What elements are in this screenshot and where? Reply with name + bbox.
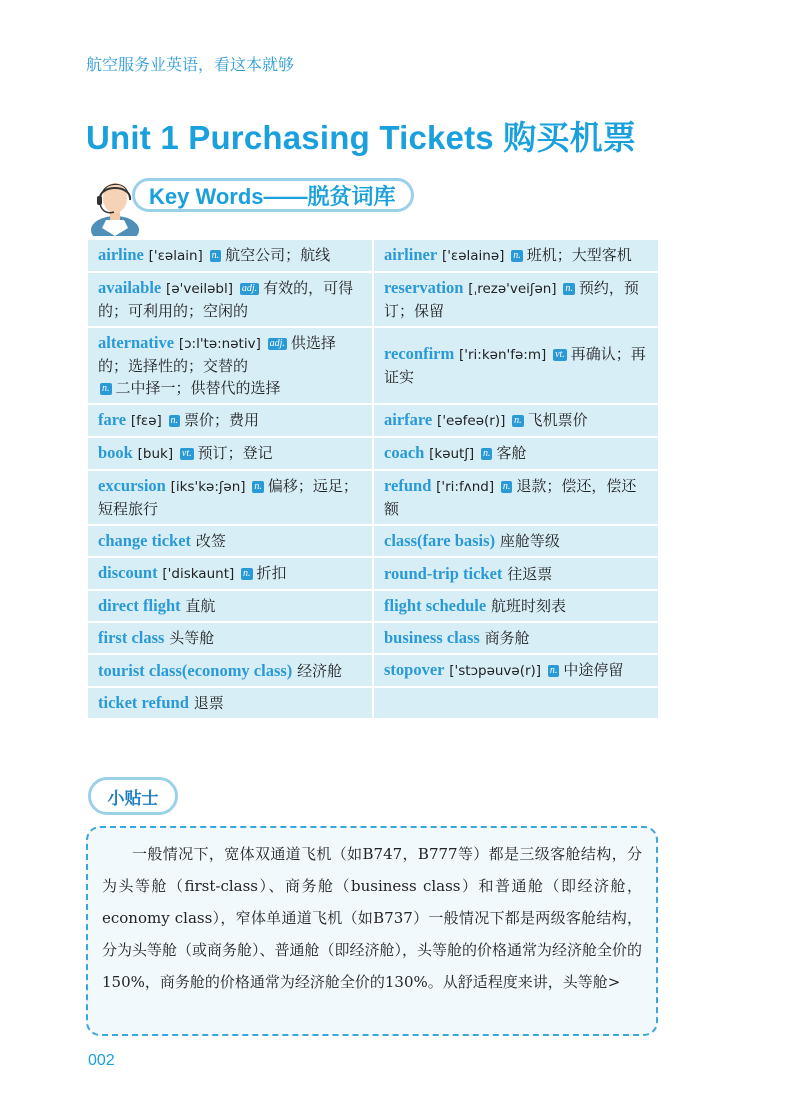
vocab-definition: 退款；偿还，偿还额 — [384, 477, 637, 518]
vocabulary-cell — [374, 405, 658, 438]
vocab-definition: 往返票 — [507, 564, 553, 583]
vocab-definition: 航空公司；航线 — [225, 246, 331, 264]
vocab-definition: 商务舱 — [484, 629, 530, 647]
vocab-term: book — [98, 443, 133, 462]
vocab-term: fare — [98, 410, 127, 429]
vocabulary-cell — [88, 526, 374, 558]
vocab-phonetic: [iks'kə:ʃən] — [170, 479, 246, 495]
part-of-speech-badge: adj. — [241, 283, 258, 294]
vocabulary-row — [88, 558, 658, 591]
vocab-definition: 供选择的；选择性的；交替的 — [98, 334, 336, 375]
vocab-term: reconfirm — [384, 344, 455, 363]
part-of-speech-badge: vt. — [555, 349, 565, 360]
vocabulary-row — [88, 240, 658, 273]
vocab-term: coach — [384, 443, 425, 462]
vocab-phonetic: ['stɔpəuvə(r)] — [449, 663, 542, 679]
vocab-phonetic: [fɛə] — [130, 413, 162, 429]
vocab-phonetic: ['ri:fʌnd] — [436, 479, 495, 495]
vocabulary-cell — [88, 438, 374, 471]
vocabulary-row — [88, 623, 658, 655]
part-of-speech-badge: adj. — [269, 338, 285, 349]
vocab-phonetic: [kəutʃ] — [429, 446, 475, 462]
vocabulary-cell — [88, 405, 374, 438]
vocabulary-cell — [374, 623, 658, 655]
vocabulary-cell — [374, 328, 658, 405]
vocab-term: excursion — [98, 476, 166, 495]
vocabulary-row — [88, 688, 658, 720]
vocab-term: stopover — [384, 660, 445, 679]
tips-box — [86, 826, 658, 1036]
vocab-term: first class — [98, 628, 165, 647]
key-words-banner — [88, 170, 418, 236]
part-of-speech-badge: n. — [243, 568, 251, 579]
vocab-term: business class — [384, 628, 480, 647]
vocab-definition: 飞机票价 — [527, 411, 588, 429]
part-of-speech-badge: n. — [211, 250, 220, 261]
vocab-definition: 再确认；再证实 — [384, 345, 646, 386]
vocabulary-cell — [374, 471, 658, 526]
vocabulary-cell — [374, 558, 658, 591]
vocab-phonetic: [ˌrezə'veiʃən] — [468, 281, 557, 297]
vocab-term: round-trip ticket — [384, 563, 503, 583]
vocab-definition: 改签 — [195, 532, 226, 550]
vocab-term: reservation — [384, 278, 464, 297]
part-of-speech-badge: n. — [482, 448, 491, 459]
vocab-term: tourist class(economy class) — [98, 660, 293, 680]
vocabulary-row — [88, 655, 658, 688]
vocab-term: direct flight — [98, 596, 181, 615]
vocab-term: airline — [98, 245, 144, 264]
vocab-definition: 票价；费用 — [184, 411, 260, 429]
page-number: 002 — [88, 1052, 115, 1069]
vocabulary-cell — [374, 240, 658, 273]
vocabulary-cell — [374, 273, 658, 328]
vocabulary-cell — [374, 688, 658, 720]
vocabulary-row — [88, 471, 658, 526]
vocab-term: flight schedule — [384, 596, 487, 615]
vocabulary-cell — [88, 240, 374, 273]
vocab-term: discount — [98, 563, 158, 582]
unit-title: Unit 1 Purchasing Tickets 购买机票 — [86, 119, 637, 156]
vocab-term: alternative — [98, 333, 175, 352]
vocabulary-cell — [374, 655, 658, 688]
vocabulary-cell — [88, 471, 374, 526]
vocab-term: class(fare basis) — [384, 531, 496, 550]
vocab-phonetic: [buk] — [137, 446, 174, 462]
part-of-speech-badge: n. — [513, 250, 521, 261]
vocabulary-row — [88, 273, 658, 328]
part-of-speech-badge: n. — [565, 283, 573, 294]
vocab-definition: 经济舱 — [297, 661, 343, 680]
tips-text: 一般情况下，宽体双通道飞机（如B747，B777等）都是三级客舱结构，分为头等舱（first-class）、商务舱（business class）和普通舱（即经济舱，economy class），窄体单通道飞机（如B737）一般情况下都是两级客舱结构，分为头等舱（或商务舱）、普通舱（即经济舱），头等舱的价格通常为经济舱全价的150%，商务舱的价格通常为经济舱全价的130%。从舒适程度来讲，头等舱> — [102, 845, 643, 991]
vocab-term: change ticket — [98, 531, 192, 550]
part-of-speech-badge: n. — [549, 665, 558, 676]
key-words-title: Key Words——脱贫词库 — [132, 178, 414, 212]
vocab-term: airfare — [384, 410, 433, 429]
vocab-definition: 预约，预订；保留 — [384, 279, 639, 320]
tips-label: 小贴士 — [88, 777, 178, 815]
vocab-definition: 班机；大型客机 — [526, 246, 632, 264]
vocabulary-row — [88, 591, 658, 623]
part-of-speech-badge: n. — [102, 383, 110, 394]
vocab-phonetic: ['ɛəlainə] — [441, 248, 505, 264]
vocabulary-cell — [88, 558, 374, 591]
vocab-phonetic: ['eəfeə(r)] — [437, 413, 506, 429]
part-of-speech-badge: n. — [170, 415, 179, 426]
vocab-definition: 偏移；远足；短程旅行 — [98, 477, 358, 518]
vocab-term: airliner — [384, 245, 438, 264]
vocabulary-cell — [88, 655, 374, 688]
part-of-speech-badge: n. — [254, 481, 262, 492]
vocab-definition: 座舱等级 — [499, 532, 560, 550]
vocabulary-row — [88, 526, 658, 558]
vocab-definition: 二中择一；供替代的选择 — [115, 379, 281, 397]
vocabulary-cell — [374, 591, 658, 623]
vocab-definition: 头等舱 — [169, 629, 215, 647]
vocabulary-cell — [88, 591, 374, 623]
vocab-term: refund — [384, 476, 432, 495]
vocabulary-cell — [374, 438, 658, 471]
part-of-speech-badge: n. — [502, 481, 511, 492]
vocabulary-cell — [88, 328, 374, 405]
vocab-phonetic: ['ɛəlain] — [148, 248, 203, 264]
vocab-definition: 直航 — [185, 597, 216, 615]
vocab-phonetic: ['ri:kən'fə:m] — [459, 347, 547, 363]
vocab-phonetic: [ə'veiləbl] — [166, 281, 234, 297]
vocabulary-cell — [88, 623, 374, 655]
vocab-phonetic: [ɔ:l'tə:nətiv] — [178, 336, 261, 352]
vocabulary-table — [88, 240, 658, 720]
running-head: 航空服务业英语，看这本就够 — [86, 55, 295, 74]
vocab-definition: 有效的，可得的；可利用的；空闲的 — [98, 279, 354, 320]
vocab-definition: 客舱 — [496, 444, 527, 462]
part-of-speech-badge: n. — [514, 415, 522, 426]
vocabulary-row — [88, 328, 658, 405]
vocab-definition: 折扣 — [256, 564, 287, 582]
vocab-definition: 预订；登记 — [197, 444, 273, 462]
vocab-definition: 航班时刻表 — [491, 597, 567, 615]
vocabulary-cell — [88, 688, 374, 720]
vocabulary-row — [88, 405, 658, 438]
part-of-speech-badge: vt. — [181, 448, 192, 459]
vocab-definition: 中途停留 — [563, 661, 624, 679]
vocabulary-row — [88, 438, 658, 471]
vocabulary-cell — [374, 526, 658, 558]
vocab-definition: 退票 — [193, 694, 224, 712]
vocab-term: ticket refund — [98, 693, 189, 712]
vocab-term: available — [98, 278, 162, 297]
vocabulary-cell — [88, 273, 374, 328]
vocab-phonetic: ['diskaunt] — [162, 566, 235, 582]
